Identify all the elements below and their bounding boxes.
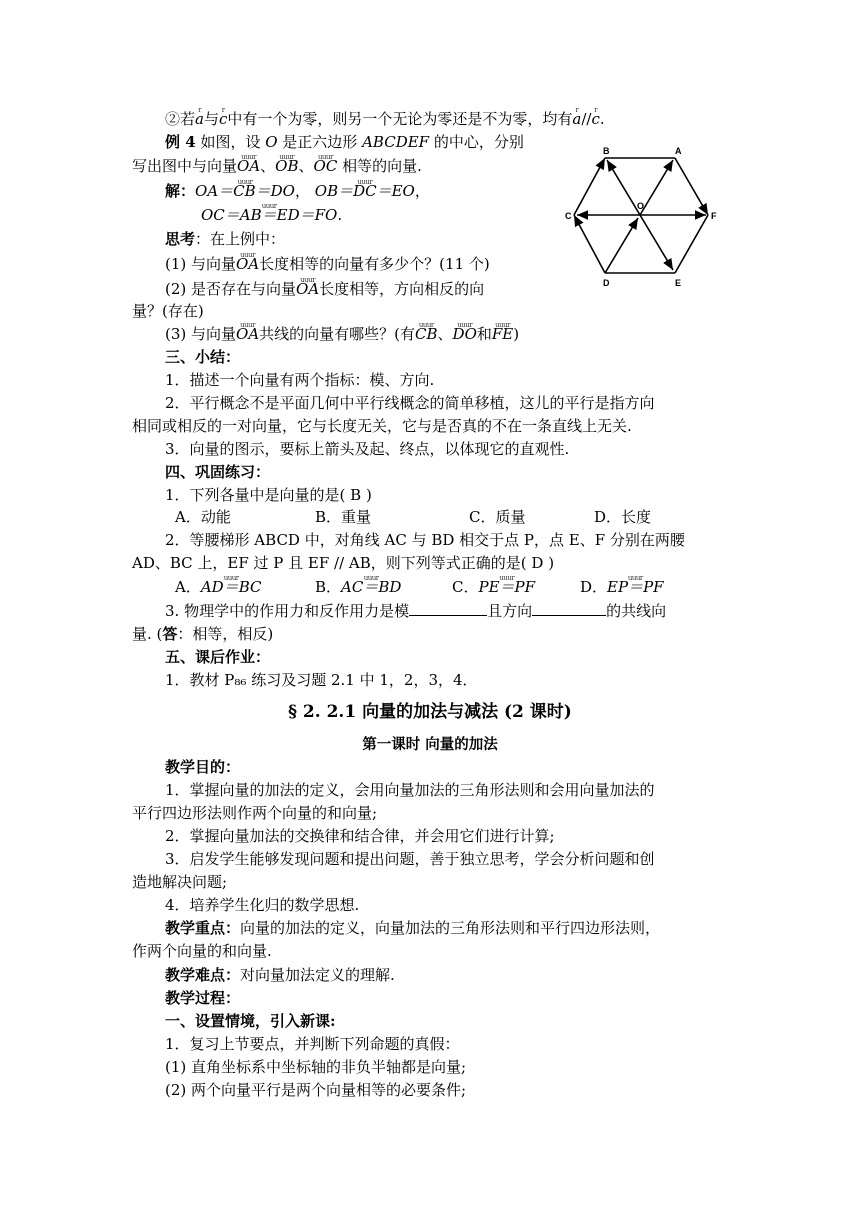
label-f: F [711,211,717,221]
solution: 解：uuur OA＝CB＝DO， uuur OB＝DC＝EO， [165,180,430,202]
option: B．重量 [315,508,372,526]
section-heading: 教学目的： [165,758,241,776]
option: A．uuur AD＝BC [175,576,261,598]
option: C．质量 [469,508,526,526]
text-line: 1．复习上节要点，并判断下列命题的真假： [165,1035,460,1053]
vector-ob [607,160,640,215]
option: D．uuur EP＝PF [580,576,664,598]
text-line: 作两个向量的和向量. [132,942,272,960]
think-heading: 思考：在上例中： [165,230,286,248]
vector-oe [640,215,673,270]
text-line: 相同或相反的一对向量，它与长度无关，它与是否真的不在一条直线上无关. [132,417,632,435]
edge-dc [574,215,605,273]
section-heading: 一、设置情境，引入新课: [165,1012,336,1030]
option: B．uuur AC＝BD [315,576,401,598]
solution-line-2: uuur OC＝AB＝ED＝FO. [201,204,342,226]
text-line: AD、BC 上，EF 过 P 且 EF // AB，则下列等式正确的是( D ) [132,554,555,572]
text-line: 2．掌握向量加法的交换律和结合律，并会用它们进行计算; [165,827,555,845]
text-line: ②若r a与r c中有一个为零，则另一个无论为零还是不为零，均有r a//r c. [165,108,605,130]
text-line: 写出图中与向量uuur OA、uuur OB、uuur OC 相等的向量. [132,155,422,177]
label-b: B [603,146,610,156]
hexagon-figure [565,142,730,292]
text-line: (2) 两个向量平行是两个向量相等的必要条件; [165,1081,467,1099]
label-a: A [675,146,682,156]
edge-cb [574,158,605,215]
vector-oa [640,160,673,215]
text-line: (1) 直角坐标系中坐标轴的非负半轴都是向量; [165,1058,467,1076]
text-line: 3．启发学生能够发现问题和提出问题，善于独立思考，学会分析问题和创 [165,850,655,868]
edge-fe [675,215,708,273]
text-line: 1．描述一个向量有两个指标：模、方向. [165,371,435,389]
section-heading: 教学过程： [165,989,241,1007]
vector-do [605,218,638,273]
option: A．动能 [175,508,231,526]
text-line: 平行四边形法则作两个向量的和向量; [132,804,378,822]
example-4: 例 4 如图，设 O 是正六边形 ABCDEF 的中心，分别 [165,133,524,151]
label-d: D [603,278,610,288]
key-points: 教学重点：向量的加法的定义，向量加法的三角形法则和平行四边形法则， [165,919,661,937]
text-line: 造地解决问题; [132,873,228,891]
label-o: O [637,201,645,211]
question-2: (2) 是否存在与向量uuur OA长度相等，方向相反的向 [165,278,484,300]
practice-1: 1．下列各量中是向量的是( B ) [165,486,372,504]
text-line: 量. (答：相等，相反) [132,625,274,643]
practice-3: 3. 物理学中的作用力和反作用力是模 且方向 的共线向 [165,602,667,620]
section-heading: 三、小结： [165,348,241,366]
lesson-title: 第一课时 向量的加法 [362,736,498,753]
question-3: (3) 与向量uuur OA共线的向量有哪些？(有uuur CB、uuur DO和uuur FE) [165,323,519,345]
text-line: 4．培养学生化归的数学思想. [165,896,360,914]
text-line: 1．教材 P₈₆ 练习及习题 2.1 中 1，2，3，4． [165,671,478,689]
label-e: E [675,278,682,288]
text-line: 1．掌握向量的加法的定义，会用向量加法的三角形法则和会用向量加法的 [165,781,655,799]
text-line: 2．平行概念不是平面几何中平行线概念的简单移植，这儿的平行是指方向 [165,394,655,412]
difficult-points: 教学难点：对向量加法定义的理解. [165,966,395,984]
text-line: 量？(存在) [132,302,204,320]
practice-2: 2．等腰梯形 ABCD 中，对角线 AC 与 BD 相交于点 P，点 E、F 分别在两腰 [165,531,685,549]
section-heading: 四、巩固练习： [165,463,271,481]
blank [409,601,487,616]
edge-af [675,158,708,215]
section-heading: 五、课后作业： [165,648,271,666]
section-title: § 2. 2.1 向量的加法与减法 (2 课时) [288,702,572,722]
text-line: 3．向量的图示，要标上箭头及起、终点，以体现它的直观性. [165,440,570,458]
option: C．uuur PE＝PF [452,576,535,598]
label-c: C [565,211,572,221]
blank [532,601,606,616]
question-1: (1) 与向量uuur OA长度相等的向量有多少个？(11 个) [165,253,490,275]
option: D．长度 [594,508,652,526]
